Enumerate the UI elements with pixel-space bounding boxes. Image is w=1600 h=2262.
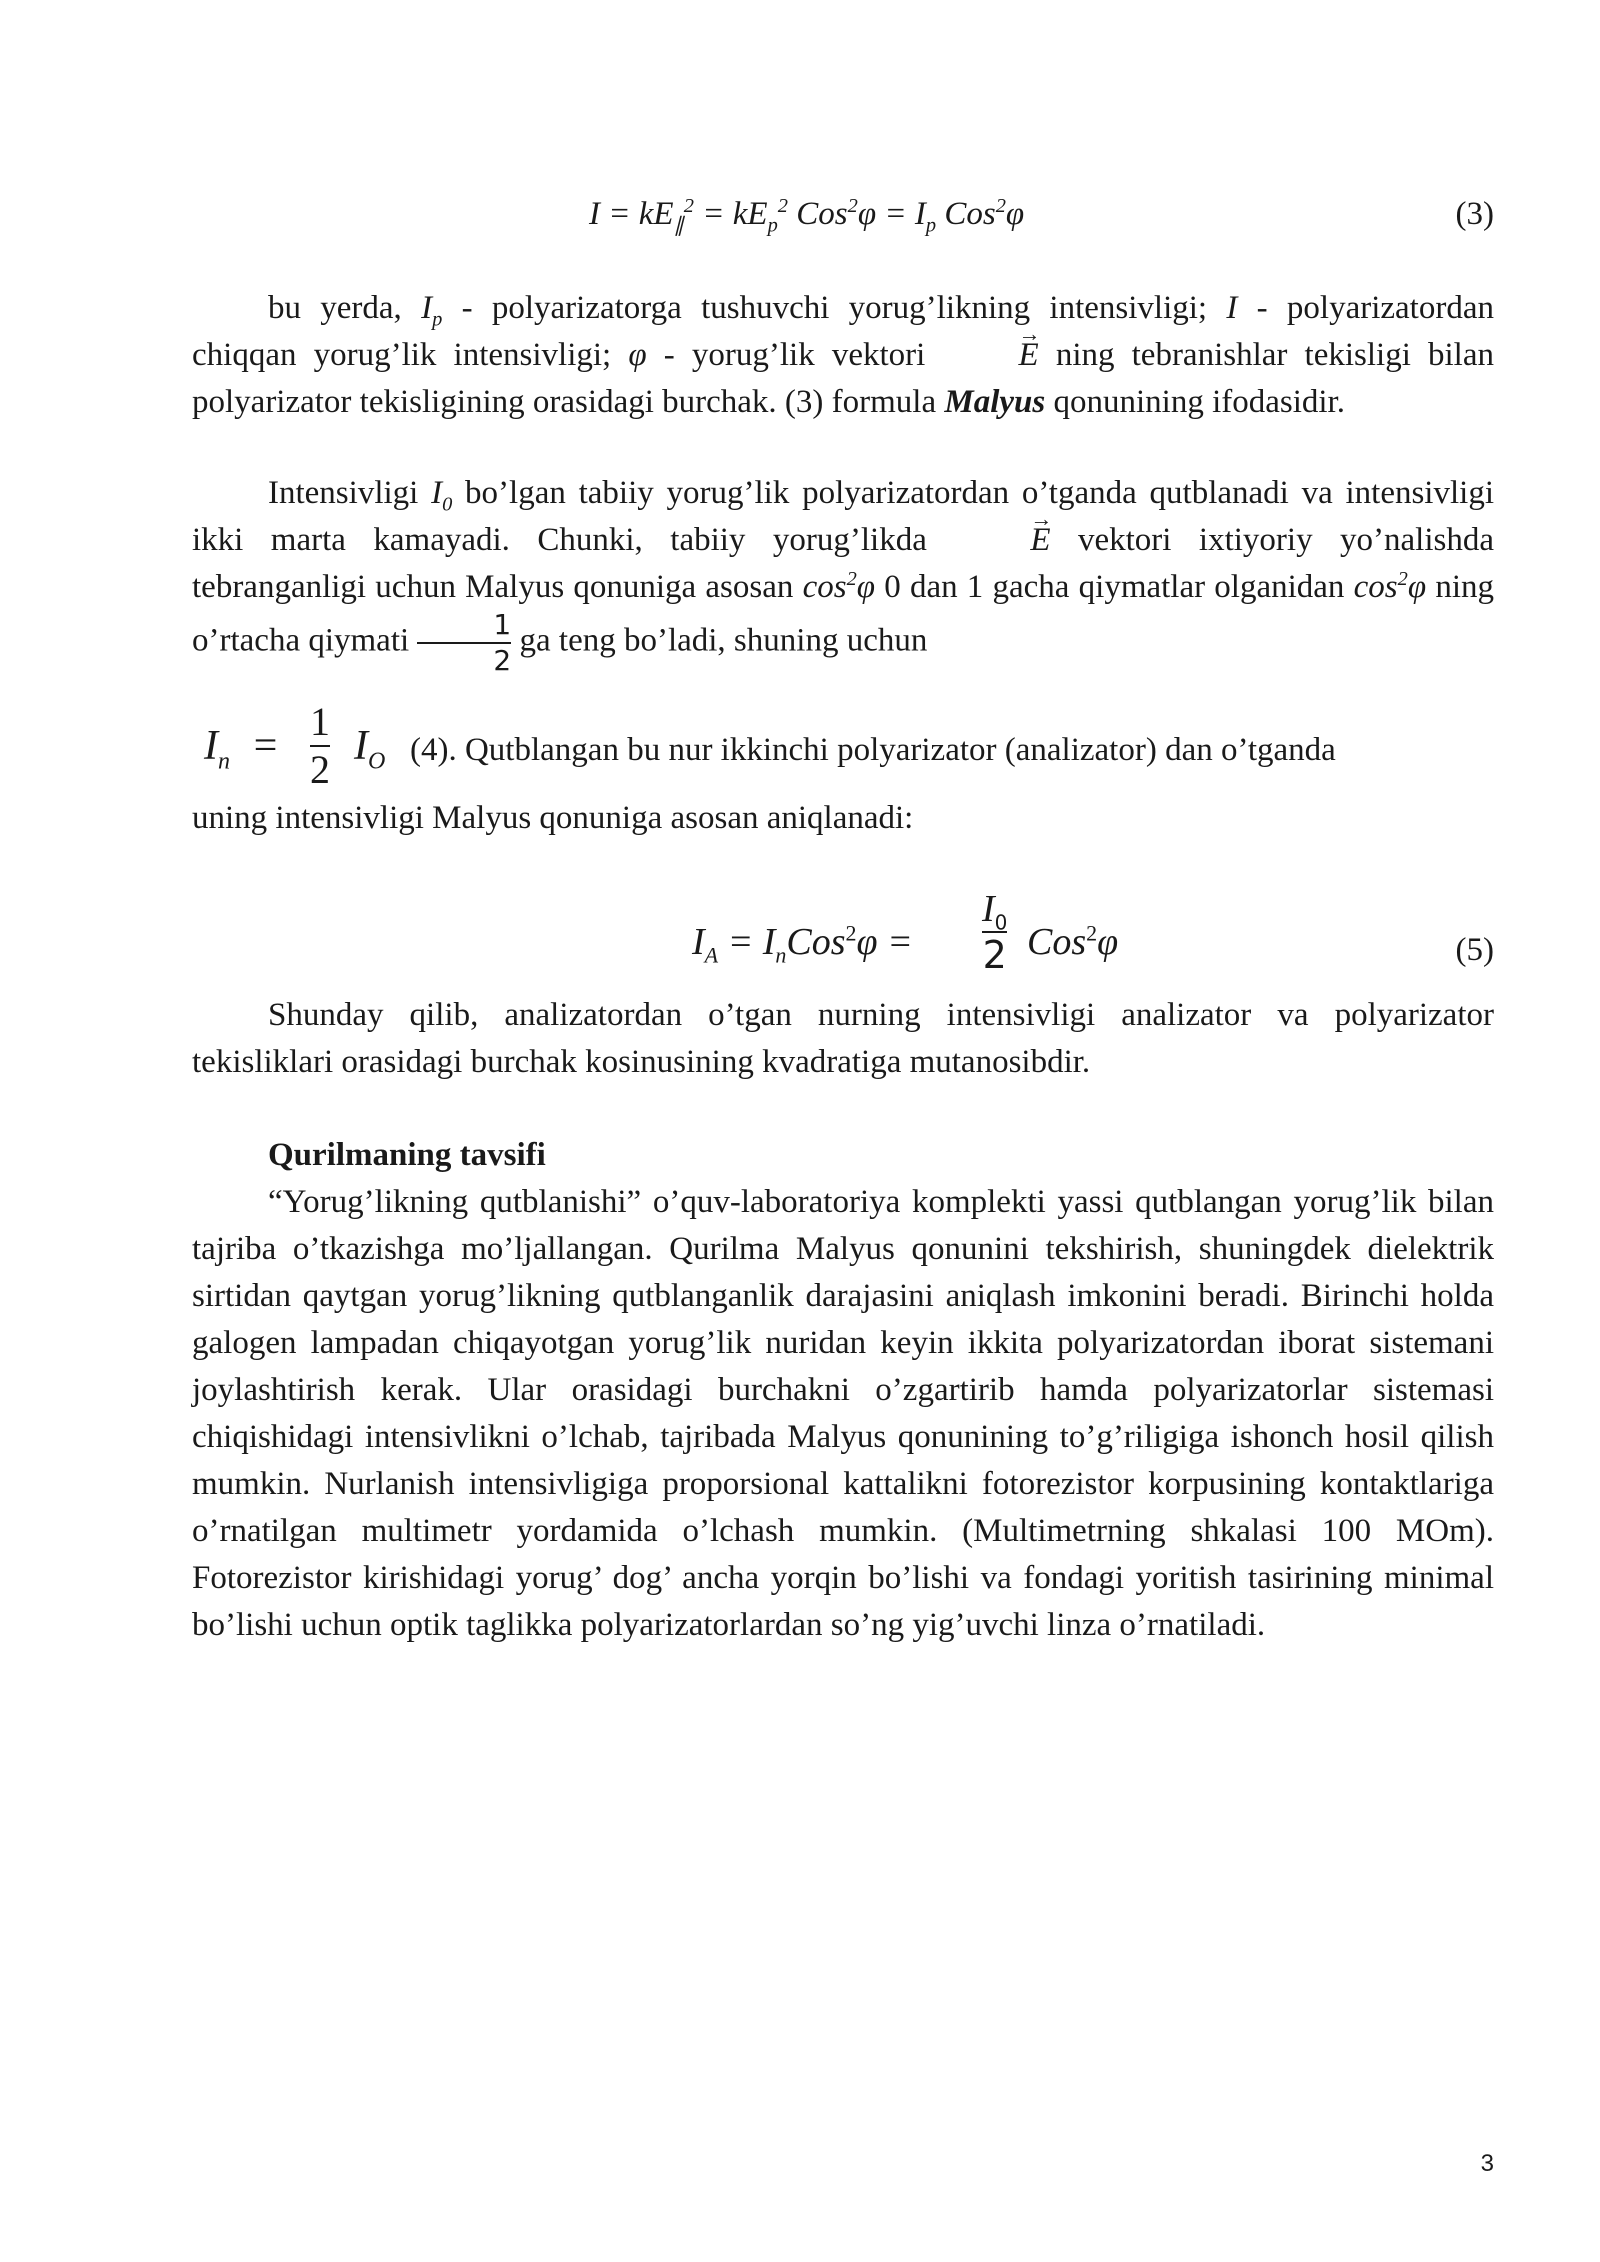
- paragraph-natural-light: Intensivligi $I_0$ bo’lgan tabiiy yorug’lik polyarizatordan o’tganda qutblanadi va intensivligi ikki marta kamayadi. Chunki, tabiiy yorug’likda → E vektori ixtiyoriy yo’nalishda tebranganligi uchun Malyus qonuniga asosan $\cos^2\varphi$ 0 dan 1 gacha qiymatlar olganidan $\cos^2\varphi$ ning o’rtacha qiymati $\frac{1}{2}$ ga teng bo’ladi, shuning uchun: [192, 470, 1494, 675]
- equation-5-fraction: $I_0$ 2: [982, 888, 1008, 977]
- paragraph-conclusion: Shunday qilib, analizatordan o’tgan nurning intensivligi analizator va polyarizator tekisliklari orasidagi burchak kosinusining kvadratiga mutanosibdir.: [192, 997, 1494, 1080]
- equation-4-lhs: $I_n$ =: [204, 723, 280, 775]
- section-device-description: [192, 1132, 1494, 1649]
- equation-3-formula: $I = kE_\parallel^2 = kE_p^2$ $Cos^2\varphi = I_p$ Cos$^2$φ: [589, 195, 1025, 237]
- page-number: 3: [1480, 2150, 1494, 2177]
- equation-4-fraction: 1 2: [310, 699, 330, 792]
- vector-e-2: → E: [954, 517, 1050, 564]
- paragraph-analyzer: uning intensivligi Malyus qonuniga asosan aniqlanadi:: [192, 800, 914, 836]
- equation-3-number: (3): [1455, 196, 1494, 232]
- equation-4-rhs: $I_O$: [354, 723, 386, 775]
- paragraph-definitions: bu yerda, $I_p$ - polyarizatorga tushuvchi yorug’likning intensivligi; I - polyarizatordan chiqqan yorug’lik intensivligi; φ - yorug’lik vektori → E ning tebranishlar tekisligi bilan polyarizator tekisligining orasidagi burchak. (3) formula Malyus qonunining ifodasidir.: [192, 285, 1494, 426]
- equation-5-left: $I_A = I_nCos^2\varphi$ =: [692, 920, 913, 968]
- section-heading: Qurilmaning tavsifi: [268, 1137, 546, 1173]
- fraction-one-half: $\frac{1}{2}$: [417, 611, 511, 675]
- equation-5-right: Cos$^2$φ: [1027, 920, 1119, 963]
- vector-e: → E: [943, 332, 1039, 379]
- equation-5: [192, 890, 1494, 990]
- document-page: [192, 0, 1494, 2262]
- equation-5-number: (5): [1455, 932, 1494, 968]
- equation-3: [192, 196, 1494, 246]
- equation-4-line: $I_n$ = 1 2 $I_O$ (4). Qutblangan bu nur ikkinchi polyarizator (analizator) dan o’tganda: [204, 699, 1336, 792]
- section-body: “Yorug’likning qutblanishi” o’quv-laboratoriya komplekti yassi qutblangan yorug’lik bilan tajriba o’tkazishga mo’ljallangan. Qurilma Malyus qonunini tekshirish, shuningdek dielektrik sirtidan qaytgan yorug’likning qutblanganlik darajasini aniqlash imkonini beradi. Birinchi holda galogen lampadan chiqayotgan yorug’lik nuridan keyin ikkita polyarizatordan iborat sistemani joylashtirish kerak. Ular orasidagi burchakni o’zgartirib hamda polyarizatorlar sistemasi chiqishidagi intensivlikni o’lchab, tajribada Malyus qonunining to’g’riligiga ishonch hosil qilish mumkin. Nurlanish intensivligiga proporsional kattalikni fotorezistor korpusining kontaktlariga o’rnatilgan multimetr yordamida o’lchash mumkin. (Multimetrning shkalasi 100 MOm). Fotorezistor kirishidagi yorug’ dog’ ancha yorqin bo’lishi va fondagi yoritish tasirining minimal bo’lishi uchun optik taglikka polyarizatorlardan so’ng yig’uvchi linza o’rnatiladi.: [192, 1184, 1494, 1643]
- malyus-bold: Malyus: [944, 384, 1046, 420]
